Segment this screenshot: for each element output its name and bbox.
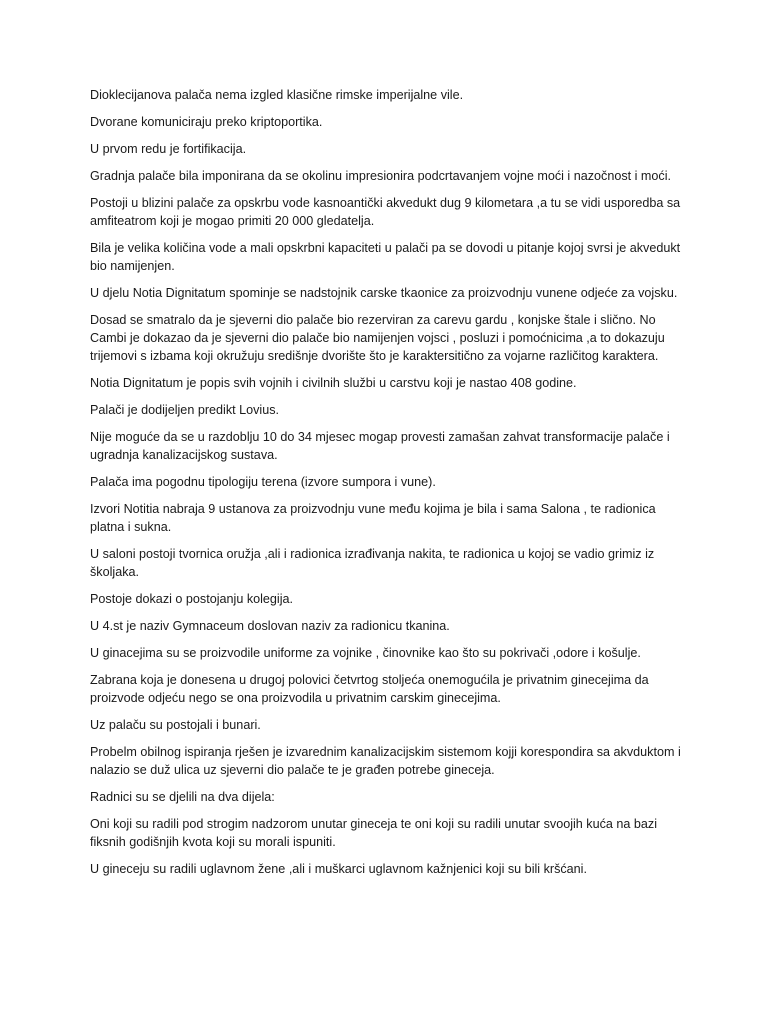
- paragraph-1: Dioklecijanova palača nema izgled klasične rimske imperijalne vile.: [90, 88, 464, 102]
- paragraph-20: Probelm obilnog ispiranja rješen je izvarednim kanalizacijskim sistemom kojji korespondira sa akvduktom i nalazio se duž ulica uz sjeverni dio palače te je građen potrebe gineceja.: [90, 745, 681, 777]
- paragraph-21: Radnici su se djelili na dva dijela:: [90, 790, 275, 804]
- paragraph-8: Dosad se smatralo da je sjeverni dio palače bio rezerviran za carevu gardu , konjske štale i slično. No Cambi je dokazao da je sjeverni dio palače bio namijenjen vojsci , posluzi i pomoćnicima ,a to dokazuju trijemovi s izbama koji okružuju središnje dvorište što je karaktersitično za vojarne različitog karaktera.: [90, 313, 665, 363]
- paragraph-3: U prvom redu je fortifikacija.: [90, 142, 247, 156]
- paragraph-2: Dvorane komuniciraju preko kriptoportika.: [90, 115, 323, 129]
- paragraph-9: Notia Dignitatum je popis svih vojnih i civilnih službi u carstvu koji je nastao 408 godine.: [90, 376, 577, 390]
- paragraph-7: U djelu Notia Dignitatum spominje se nadstojnik carske tkaonice za proizvodnju vunene odjeće za vojsku.: [90, 286, 678, 300]
- paragraph-11: Nije moguće da se u razdoblju 10 do 34 mjesec mogap provesti zamašan zahvat transformacije palače i ugradnja kanalizacijskog sustava.: [90, 430, 670, 462]
- paragraph-4: Gradnja palače bila imponirana da se okolinu impresionira podcrtavanjem vojne moći i nazočnost i moći.: [90, 169, 672, 183]
- paragraph-6: Bila je velika količina vode a mali opskrbni kapaciteti u palači pa se dovodi u pitanje kojoj svrsi je akvedukt bio namijenjen.: [90, 241, 681, 273]
- paragraph-14: U saloni postoji tvornica oružja ,ali i radionica izrađivanja nakita, te radionica u kojoj se vadio grimiz iz školjaka.: [90, 547, 655, 579]
- paragraph-18: Zabrana koja je donesena u drugoj polovici četvrtog stoljeća onemogućila je privatnim ginecejima da proizvode odjeću nego se ona proizvodila u privatnim carskim ginecejima.: [90, 673, 649, 705]
- paragraph-13: Izvori Notitia nabraja 9 ustanova za proizvodnju vune među kojima je bila i sama Salona , te radionica platna i sukna.: [90, 502, 656, 534]
- paragraph-10: Palači je dodijeljen predikt Lovius.: [90, 403, 280, 417]
- paragraph-15: Postoje dokazi o postojanju kolegija.: [90, 592, 294, 606]
- paragraph-5: Postoji u blizini palače za opskrbu vode kasnoantički akvedukt dug 9 kilometara ,a tu se vidi usporedba sa amfiteatrom koji je mogao primiti 20 000 gledatelja.: [90, 196, 681, 228]
- document-page: [90, 86, 685, 887]
- paragraph-23: U gineceju su radili uglavnom žene ,ali i muškarci uglavnom kažnjenici koji su bili kršćani.: [90, 862, 587, 876]
- paragraph-19: Uz palaču su postojali i bunari.: [90, 718, 261, 732]
- paragraph-16: U 4.st je naziv Gymnaceum doslovan naziv za radionicu tkanina.: [90, 619, 450, 633]
- paragraph-17: U ginacejima su se proizvodile uniforme za vojnike , činovnike kao što su pokrivači ,odore i košulje.: [90, 646, 641, 660]
- paragraph-12: Palača ima pogodnu tipologiju terena (izvore sumpora i vune).: [90, 475, 436, 489]
- paragraph-22: Oni koji su radili pod strogim nadzorom unutar gineceja te oni koji su radili unutar svoojih kuća na bazi fiksnih godišnjih kvota koji su morali ispuniti.: [90, 817, 658, 849]
